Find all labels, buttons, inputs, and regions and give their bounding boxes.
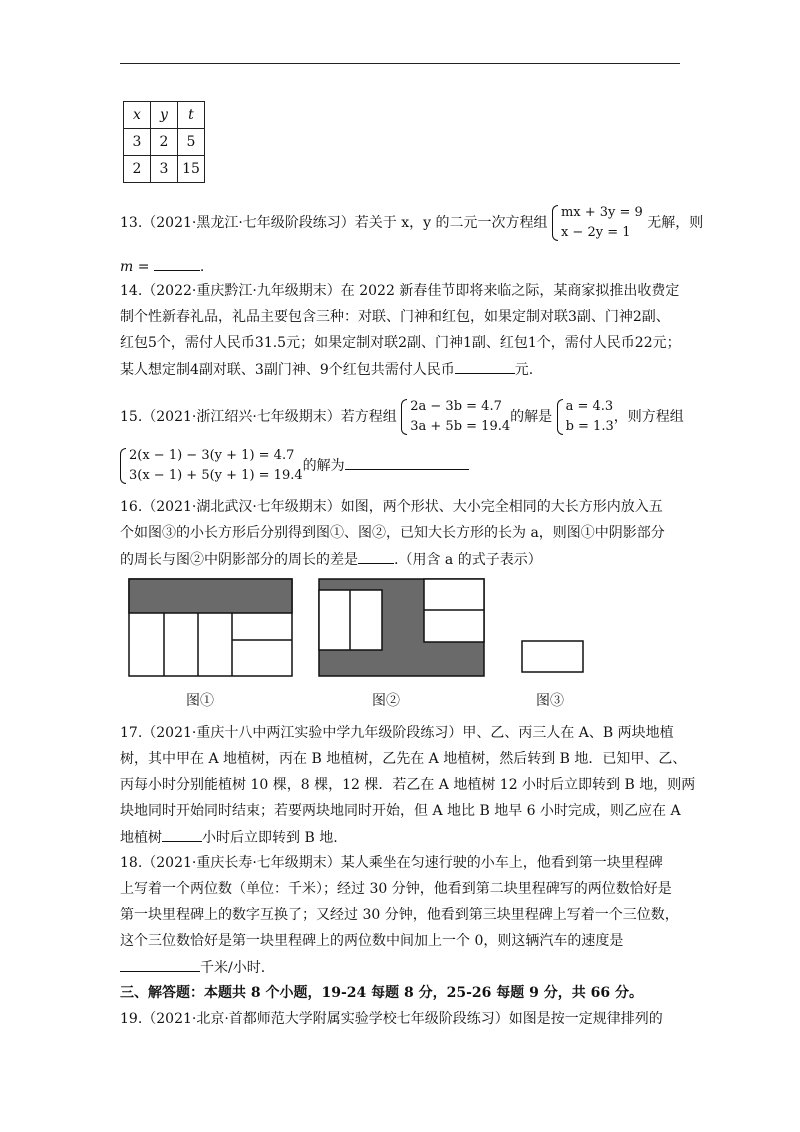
question-text: 小时后立即转到 B 地. [202, 830, 338, 846]
answer-blank[interactable] [120, 957, 200, 972]
variable-m: m = [120, 259, 150, 275]
question-number: 15. [120, 409, 143, 425]
question-14-line-3 [120, 333, 681, 353]
figure-1 [128, 578, 294, 678]
data-table [123, 101, 205, 183]
question-15-line-2 [120, 446, 469, 486]
question-16-line-3 [120, 549, 542, 570]
question-text: 上写着一个两位数（单位：千米）；经过 30 分钟，他看到第二块里程碑写的两位数恰好是 [120, 881, 672, 897]
table-cell: 2 [124, 156, 151, 183]
question-14-line-2 [120, 307, 670, 327]
figure-3 [521, 640, 585, 674]
table-row [124, 129, 205, 156]
equation: 2a − 3b = 4.7 [410, 399, 502, 414]
equation: mx + 3y = 9 [560, 205, 643, 220]
section-3-heading: 三、解答题：本题共 8 个小题，19-24 每题 8 分，25-26 每题 9 分，共 66 分。 [120, 985, 643, 1001]
question-17-line-4 [120, 801, 681, 821]
table-header-cell: x [124, 102, 151, 129]
question-13-line-1 [120, 203, 703, 243]
question-14-line-1 [120, 281, 679, 301]
question-17-line-1 [120, 723, 674, 743]
equation: 3(x − 1) + 5(y + 1) = 19.4 [129, 468, 303, 483]
question-18-line-3 [120, 905, 679, 925]
question-text: 丙每小时分别能植树 10 棵，8 棵，12 棵．若乙在 A 地植树 12 小时后立即转到 B 地，则两 [120, 777, 696, 793]
question-16-line-2 [120, 523, 665, 543]
equation: x − 2y = 1 [560, 225, 631, 240]
equation: 2(x − 1) − 3(y + 1) = 4.7 [129, 448, 295, 463]
question-text: .（用含 a 的式子表示） [394, 552, 542, 568]
figure-2 [318, 578, 486, 678]
answer-blank[interactable] [345, 455, 469, 470]
equation-system [552, 203, 643, 243]
question-13-line-2 [120, 256, 204, 277]
question-text: 个如图③的小长方形后分别得到图①、图②，已知大长方形的长为 a，则图①中阴影部分 [120, 525, 665, 541]
solution-system [557, 397, 614, 437]
question-text: 块地同时开始同时结束；若要两块地同时开始，但 A 地比 B 地早 6 小时完成，则乙应在 A [120, 803, 681, 819]
question-source: （2021·黑龙江·七年级阶段练习） [142, 215, 355, 231]
table-header-row [124, 102, 205, 129]
answer-blank[interactable] [455, 359, 515, 374]
question-text: （2021·湖北武汉·七年级期末）如图，两个形状、大小完全相同的大长方形内放入五 [142, 499, 663, 515]
question-text: 这个三位数恰好是第一块里程碑上的两位数中间加上一个 0，则这辆汽车的速度是 [120, 933, 624, 949]
question-text: 制个性新春礼品，礼品主要包含三种：对联、门神和红包，如果定制对联3副、门神2副、 [120, 309, 670, 325]
equation: b = 1.3 [565, 419, 614, 434]
table-cell: 2 [151, 129, 178, 156]
header-rule [120, 63, 680, 64]
question-text: （2021·重庆长寿·七年级期末）某人乘坐在匀速行驶的小车上，他看到第一块里程碑 [142, 855, 663, 871]
question-text: 红包5个，需付人民币31.5元；如果定制对联2副、门神1副、红包1个，需付人民币22元； [120, 335, 681, 351]
question-text: 无解，则 [647, 215, 704, 231]
question-text: 的解为 [302, 458, 345, 474]
question-number: 17. [120, 725, 143, 741]
figure-2-label: 图② [372, 693, 400, 709]
question-15-line-1 [120, 397, 684, 437]
table-cell: 3 [124, 129, 151, 156]
question-number: 18. [120, 855, 143, 871]
question-number: 16. [120, 499, 143, 515]
question-text: 19.（2021·北京·首都师范大学附属实验学校七年级阶段练习）如图是按一定规律排列的 [120, 1011, 663, 1027]
equation: a = 4.3 [565, 399, 614, 414]
answer-blank[interactable] [154, 256, 200, 271]
table-cell: 15 [178, 156, 205, 183]
question-17-line-5 [120, 827, 338, 848]
question-text: ，则方程组 [613, 409, 684, 425]
question-text: （2021·浙江绍兴·七年级期末）若方程组 [142, 409, 397, 425]
equation-system [401, 397, 510, 437]
question-18-line-2 [120, 879, 672, 899]
question-text: 若关于 x，y 的二元一次方程组 [354, 215, 548, 231]
question-text: 的周长与图②中阴影部分的周长的差是 [120, 552, 358, 568]
question-text: 千米/小时. [200, 960, 266, 976]
question-18-line-5 [120, 957, 265, 978]
equation: 3a + 5b = 19.4 [410, 419, 511, 434]
question-18-line-1 [120, 853, 663, 873]
answer-blank[interactable] [162, 827, 202, 842]
figure-3-label: 图③ [536, 693, 564, 709]
question-18-line-4 [120, 931, 623, 951]
table-header-cell: y [151, 102, 178, 129]
table-header-cell: t [178, 102, 205, 129]
period: . [199, 259, 205, 275]
question-text: 树，其中甲在 A 地植树，丙在 B 地植树，乙先在 A 地植树，然后转到 B 地．已知甲、乙、 [120, 751, 687, 767]
equation-system [120, 446, 303, 486]
table-row [124, 156, 205, 183]
question-text: （2022·重庆黔江·九年级期末）在 2022 新春佳节即将来临之际，某商家拟推出收费定 [142, 283, 680, 299]
question-text: 某人想定制4副对联、3副门神、9个红包共需付人民币 [120, 362, 455, 378]
question-number: 13. [120, 215, 143, 231]
question-text: （2021·重庆十八中两江实验中学九年级阶段练习）甲、乙、丙三人在 A、B 两块地植 [142, 725, 674, 741]
question-number: 14. [120, 283, 143, 299]
question-text: 第一块里程碑上的数字互换了；又经过 30 分钟，他看到第三块里程碑上写着一个三位数， [120, 907, 679, 923]
question-14-line-4 [120, 359, 533, 380]
figure-1-shaded [129, 579, 292, 613]
question-text: 元. [514, 362, 534, 378]
figure-1-label: 图① [186, 693, 214, 709]
question-text: 的解是 [510, 409, 553, 425]
question-16-line-1 [120, 497, 663, 517]
table-cell: 5 [178, 129, 205, 156]
table-cell: 3 [151, 156, 178, 183]
answer-blank[interactable] [358, 549, 394, 564]
small-rectangle [522, 641, 583, 672]
question-19-line-1 [120, 1009, 663, 1029]
question-17-line-3 [120, 775, 695, 795]
question-17-line-2 [120, 749, 686, 769]
question-text: 地植树 [120, 830, 162, 846]
